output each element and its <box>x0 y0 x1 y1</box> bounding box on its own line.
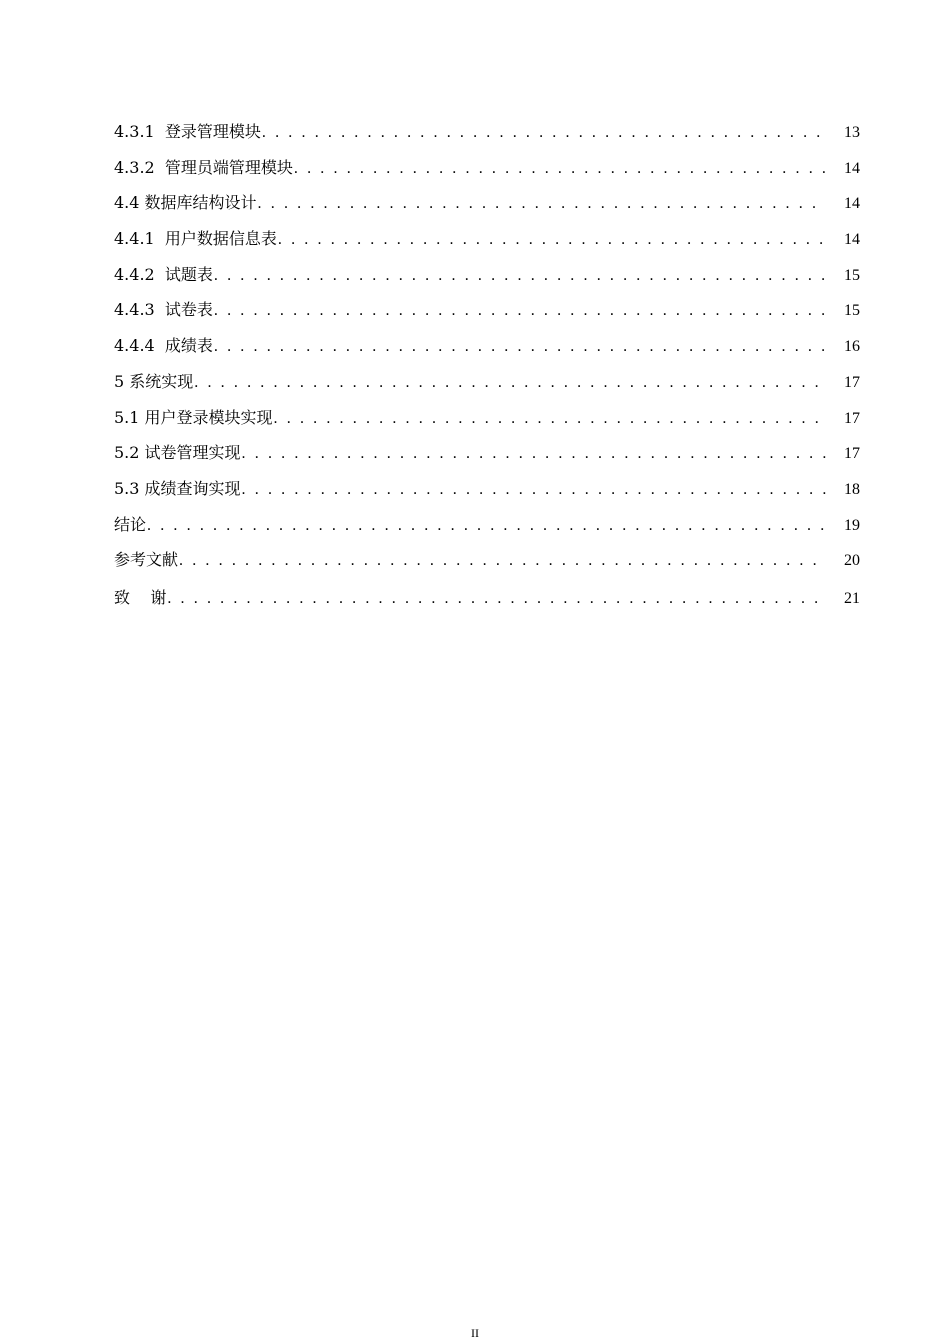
toc-entry-title: 结论 <box>114 514 147 534</box>
toc-entry[interactable] <box>114 404 860 440</box>
toc-entry[interactable] <box>114 189 860 225</box>
toc-entry[interactable] <box>114 475 860 511</box>
toc-entry-title: 5.2 试卷管理实现 <box>114 443 241 463</box>
toc-leader-dots <box>147 512 826 540</box>
toc-entry-title: 5.3 成绩查询实现 <box>114 478 241 498</box>
toc-entry-page: 17 <box>844 409 860 427</box>
toc-entry-page: 14 <box>844 159 860 177</box>
toc-leader-dots <box>274 405 826 433</box>
toc-entry-title: 5 系统实现 <box>114 371 194 391</box>
toc-leader-dots <box>214 262 826 290</box>
toc-leader-dots <box>278 226 826 254</box>
toc-entry-page: 15 <box>844 266 860 284</box>
toc-entry[interactable] <box>114 261 860 297</box>
toc-entry[interactable] <box>114 154 860 190</box>
toc-leader-dots <box>167 585 826 613</box>
toc-entry-page: 17 <box>844 445 860 463</box>
toc-leader-dots <box>242 440 826 468</box>
toc-entry[interactable] <box>114 225 860 261</box>
toc-entry-title: 5.1 用户登录模块实现 <box>114 407 273 427</box>
toc-entry-page: 14 <box>844 231 860 249</box>
toc-entry-title: 参考文献 <box>114 550 179 570</box>
toc-entry[interactable] <box>114 546 860 582</box>
toc-entry-page: 14 <box>844 195 860 213</box>
toc-entry[interactable] <box>114 584 860 620</box>
toc-leader-dots <box>194 369 826 397</box>
toc-entry-title: 4.3.1 登录管理模块 <box>114 122 261 141</box>
toc-entry-title: 4.4.2 试题表 <box>114 264 213 284</box>
toc-entry[interactable] <box>114 511 860 547</box>
table-of-contents <box>114 118 860 620</box>
toc-entry-page: 21 <box>844 589 860 607</box>
toc-entry-title: 4.4.4 成绩表 <box>114 336 213 356</box>
toc-entry-title: 4.4.1 用户数据信息表 <box>114 229 277 249</box>
toc-leader-dots <box>262 119 826 147</box>
toc-entry-page: 15 <box>844 302 860 320</box>
toc-entry[interactable] <box>114 118 860 154</box>
toc-entry-title: 4.4 数据库结构设计 <box>114 193 257 213</box>
toc-entry-page: 19 <box>844 516 860 534</box>
toc-entry-page: 13 <box>844 124 860 141</box>
toc-entry-title: 4.4.3 试卷表 <box>114 300 213 320</box>
toc-entry[interactable] <box>114 296 860 332</box>
toc-leader-dots <box>179 547 826 575</box>
toc-leader-dots <box>258 190 826 218</box>
page-number: II <box>471 1326 479 1340</box>
toc-entry-title: 4.3.2 管理员端管理模块 <box>114 157 293 177</box>
toc-leader-dots <box>214 333 826 361</box>
toc-entry-page: 20 <box>844 552 860 570</box>
toc-entry-page: 17 <box>844 373 860 391</box>
toc-entry[interactable] <box>114 439 860 475</box>
toc-leader-dots <box>214 297 826 325</box>
toc-entry[interactable] <box>114 368 860 404</box>
toc-leader-dots <box>294 155 826 183</box>
toc-entry[interactable] <box>114 332 860 368</box>
toc-entry-page: 18 <box>844 480 860 498</box>
toc-entry-title: 致 谢 <box>114 587 167 607</box>
toc-leader-dots <box>242 476 826 504</box>
toc-entry-page: 16 <box>844 338 860 356</box>
